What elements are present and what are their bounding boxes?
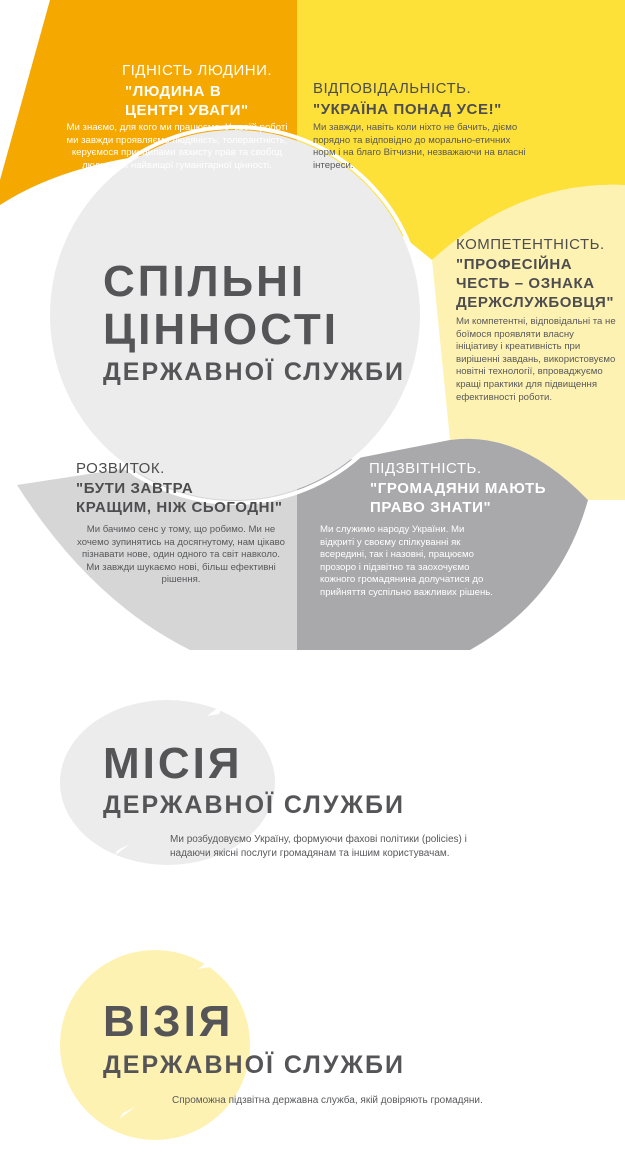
development-body: Ми бачимо сенс у тому, що робимо. Ми не хочемо зупинятись на досягнутому, нам цікаво пізнавати нове, один одного та світ навколо. Ми завжди шукаємо нові, більш ефективні рішення. [77, 524, 285, 586]
values-title-line1: СПІЛЬНІ [103, 257, 307, 306]
accountability-heading: ПІДЗВІТНІСТЬ. [369, 460, 482, 477]
competence-slogan-line3: ДЕРЖСЛУЖБОВЦЯ" [456, 294, 615, 311]
development-slogan-line1: "БУТИ ЗАВТРА [76, 480, 194, 497]
development-heading: РОЗВИТОК. [76, 460, 165, 477]
mission-text-line1: Ми розбудовуємо Україну, формуючи фахові політики (policies) і [170, 834, 467, 845]
dignity-slogan-line2: ЦЕНТРІ УВАГИ" [125, 102, 249, 119]
responsibility-body: Ми завжди, навіть коли ніхто не бачить, діємо порядно та відповідно до морально-етичних норм і на благо Вітчизни, незважаючи на власні інтереси. [313, 122, 526, 171]
competence-slogan-line2: ЧЕСТЬ – ОЗНАКА [456, 275, 595, 292]
accountability-body: Ми служимо народу України. Ми відкриті у своєму спілкуванні як всередині, так і назовні, працюємо прозоро і підзвітно та заохочуємо кожного громадянина долучатися до прийняття суспільно важливих рішень. [320, 524, 493, 598]
mission-subtitle: ДЕРЖАВНОЇ СЛУЖБИ [103, 791, 405, 819]
vision-subtitle: ДЕРЖАВНОЇ СЛУЖБИ [103, 1051, 405, 1079]
arrow-icon [112, 840, 132, 860]
accountability-slogan-line2: ПРАВО ЗНАТИ" [370, 499, 492, 516]
competence-slogan [456, 255, 614, 312]
dignity-slogan [125, 82, 249, 120]
values-subtitle: ДЕРЖАВНОЇ СЛУЖБИ [103, 358, 405, 386]
competence-slogan-line1: "ПРОФЕСІЙНА [456, 256, 573, 273]
values-title-line2: ЦІННОСТІ [103, 305, 339, 354]
development-slogan [76, 479, 283, 517]
mission-title: МІСІЯ [103, 739, 243, 788]
arrow-icon [196, 953, 216, 973]
arrow-icon [205, 700, 225, 720]
arrow-icon [117, 1103, 137, 1123]
mission-text-line2: надаючи якісні послуги громадянам та іншим користувачам. [170, 848, 450, 859]
competence-body: Ми компетентні, відповідальні та не боїмося проявляти власну ініціативу і креативність при вирішенні завдань, використовуємо новітні технології, впроваджуємо кращі практики для підвищення ефективності роботи. [456, 316, 616, 403]
vision-title: ВІЗІЯ [103, 997, 234, 1046]
dignity-body: Ми знаємо, для кого ми працюємо. У своїй роботі ми завжди проявляємо людяність, толерантність, керуємося принципами захисту прав та свобод людини як найвищої гуманітарної цінності. [66, 122, 288, 171]
dignity-heading: ГІДНІСТЬ ЛЮДИНИ. [122, 62, 273, 79]
competence-heading: КОМПЕТЕНТНІСТЬ. [456, 236, 605, 253]
mission-text [170, 833, 530, 861]
development-slogan-line2: КРАЩИМ, НІЖ СЬОГОДНІ" [76, 499, 283, 516]
responsibility-slogan: "УКРАЇНА ПОНАД УСЕ!" [313, 101, 502, 118]
responsibility-heading: ВІДПОВІДАЛЬНІСТЬ. [313, 80, 472, 97]
accountability-slogan-line1: "ГРОМАДЯНИ МАЮТЬ [370, 480, 547, 497]
vision-text: Спроможна підзвітна державна служба, якій довіряють громадяни. [172, 1095, 483, 1106]
dignity-slogan-line1: "ЛЮДИНА В [125, 83, 222, 100]
accountability-slogan [370, 479, 546, 517]
